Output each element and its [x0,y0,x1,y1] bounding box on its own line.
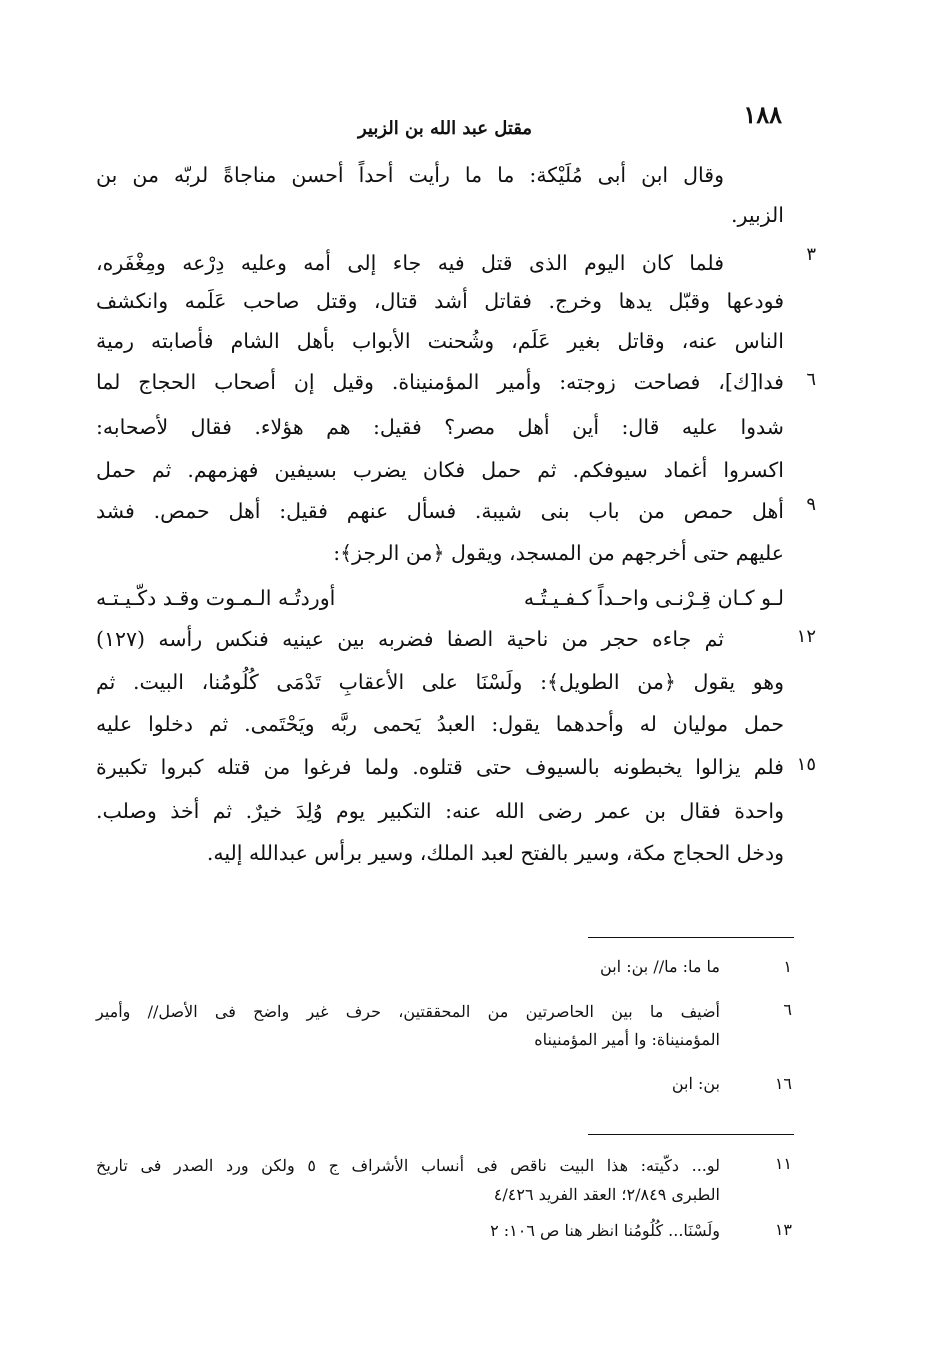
verse-line [96,583,784,613]
body-line: فلما كان اليوم الذى قتل فيه جاء إلى أمه وعليه دِرْعه ومِغْفَره، [96,251,724,275]
body-line: اكسروا أغماد سيوفكم. ثم حمل فكان يضرب بسيفين فهزمهم. ثم حمل [96,458,784,482]
body-line: الزبير. [731,203,784,227]
verse-hemistich-first: لـو كـان قِـرْنـى واحـداً كـفـيـتُـه [523,586,784,610]
verse-hemistich-second: أوردتُـه الـمـوت وقـد دكّـيـتـه [96,586,336,610]
line-number: ١٥ [796,754,816,775]
footnote-text: ما ما: ما// بن: ابن [600,957,720,976]
body-line: حمل موليان له وأحدهما يقول: العبدُ يَحمى ربَّه ويَحْتَمى. ثم دخلوا عليه [96,712,784,736]
body-line: فودعها وقبّل يدها وخرج. فقاتل أشد قتال، وقتل صاحب عَلَمه وانكشف [96,289,784,313]
body-line: الناس عنه، وقاتل بغير عَلَم، وشُحنت الأبواب بأهل الشام فأصابته رمية [96,329,784,353]
footnote-text: المؤمنيناة: وا أمير المؤمنيناه [534,1030,720,1049]
body-line: عليهم حتى أخرجهم من المسجد، ويقول ﴿من الرجز﴾: [333,541,784,565]
body-line: ودخل الحجاج مكة، وسير بالفتح لعبد الملك، وسير برأس عبدالله إليه. [206,841,784,865]
footnote-line-number: ٦ [783,1000,792,1019]
running-head: مقتل عبد الله بن الزبير [357,118,533,139]
body-line: فدا[ك]، فصاحت زوجته: وأمير المؤمنيناة. وقيل إن أصحاب الحجاج لما [96,370,784,394]
body-line: وقال ابن أبى مُلَيْكة: ما ما رأيت أحداً أحسن مناجاةً لربّه من بن [96,163,724,187]
footnote-line-number: ١١ [774,1154,792,1173]
line-number: ١٢ [796,626,816,647]
body-line: شدوا عليه قال: أين أهل مصر؟ فقيل: هم هؤلاء. فقال لأصحابه: [96,415,784,439]
line-number: ٣ [806,244,816,265]
page-number: ١٨٨ [743,100,782,129]
footnote-text: أضيف ما بين الحاصرتين من المحققتين، حرف غير واضح فى الأصل// وأمير [96,1002,721,1021]
footnote-text: بن: ابن [671,1074,720,1093]
footnote-rule [588,937,794,938]
body-line: واحدة فقال بن عمر رضى الله عنه: التكبير يوم وُلِدَ خيرٌ. ثم أخذ وصلب. [96,799,784,823]
footnote-text: الطبرى ٢/٨٤٩؛ العقد الفريد ٤/٤٢٦ [493,1185,720,1204]
line-number: ٩ [806,494,816,515]
body-line: فلم يزالوا يخبطونه بالسيوف حتى قتلوه. ولما فرغوا من قتله كبروا تكبيرة [96,755,784,779]
footnote-text: لو... دكّيته: هذا البيت ناقص فى أنساب الأشراف ج ٥ ولكن ورد الصدر فى تاريخ [96,1156,721,1175]
footnote-line-number: ١ [783,957,792,976]
footnote-line-number: ١٣ [774,1220,792,1239]
line-number: ٦ [806,369,816,390]
footnote-text: ولَسْنَا... كُلُومُنا انظر هنا ص ١٠٦: ٢ [490,1221,720,1240]
footnote-line-number: ١٦ [774,1074,792,1093]
body-line: ثم جاءه حجر من ناحية الصفا فضربه بين عينيه فنكس رأسه (١٢٧) [96,627,724,651]
footnote-rule [588,1134,794,1135]
body-line: أهل حمص من باب بنى شيبة. فسأل عنهم فقيل: أهل حمص. فشد [96,499,784,523]
body-line: وهو يقول ﴿من الطويل﴾: ولَسْنَا على الأعقابِ تَدْمَى كُلُومُنا، البيت. ثم [96,670,784,694]
